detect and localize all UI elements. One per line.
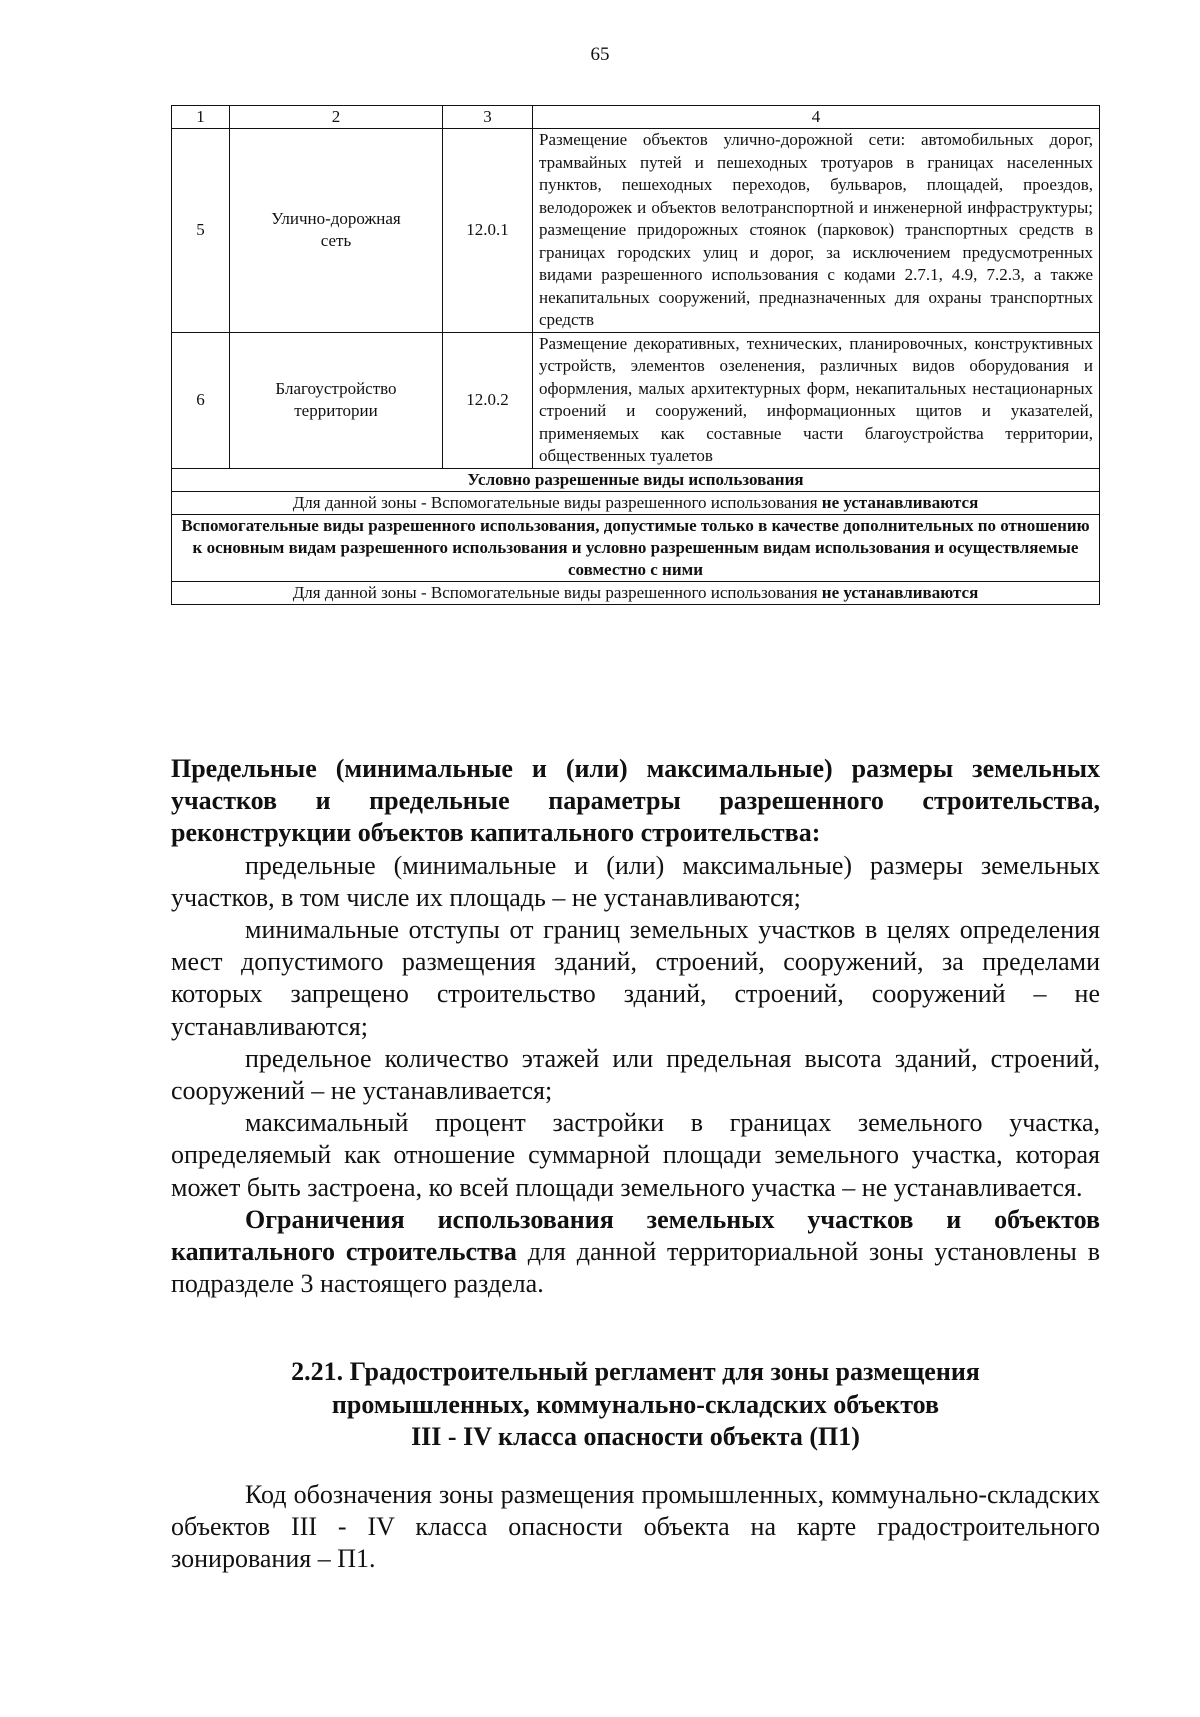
limits-heading: Предельные (минимальные и (или) максимальные) размеры земельных участков и предельные параметры разрешенного строительства, реконструкции объектов капитального строительства: [171, 754, 1100, 848]
section-heading [171, 1356, 1100, 1454]
table-header-row [172, 106, 1100, 129]
auxiliary-uses-note [172, 581, 1100, 604]
note-text-bold: не устанавливаются [821, 582, 979, 602]
column-header-4: 4 [533, 106, 1100, 129]
limits-section [171, 753, 1100, 1300]
limits-item: минимальные отступы от границ земельных участков в целях определения мест допустимого размещения зданий, строений, сооружений, за пределами которых запрещено строительство зданий, строений, сооружений – не устанавливаются; [171, 915, 1100, 1041]
row-number: 6 [172, 332, 230, 468]
auxiliary-uses-heading: Вспомогательные виды разрешенного использования, допустимые только в качестве дополнительных по отношению к основным видам разрешенного использования и условно разрешенным видам использования и осуществляемые совместно с ними [172, 514, 1100, 581]
restrictions-bold: Ограничения использования земельных участков и объектов капитального строительства [171, 1204, 1100, 1267]
conditional-uses-note [172, 491, 1100, 514]
restrictions-paragraph [171, 1204, 1100, 1301]
use-type-name [230, 332, 443, 468]
use-type-name [230, 129, 443, 333]
conditional-uses-heading-row [172, 468, 1100, 491]
note-text: Для данной зоны - Вспомогательные виды разрешенного использования [292, 582, 818, 602]
section-heading-line: 2.21. Градостроительный регламент для зоны размещения [291, 1357, 980, 1386]
use-type-code: 12.0.2 [443, 332, 533, 468]
auxiliary-uses-heading-row [172, 514, 1100, 581]
note-text: Для данной зоны - Вспомогательные виды разрешенного использования [292, 492, 818, 512]
auxiliary-uses-note-row [172, 581, 1100, 604]
section-heading-line: III - IV класса опасности объекта (П1) [411, 1422, 860, 1451]
column-header-3: 3 [443, 106, 533, 129]
conditional-uses-note-row [172, 491, 1100, 514]
land-use-table [171, 105, 1100, 605]
column-header-1: 1 [172, 106, 230, 129]
page-number: 65 [590, 44, 610, 65]
use-type-description: Размещение декоративных, технических, планировочных, конструктивных устройств, элементов озеленения, различных видов оборудования и оформления, малых архитектурных форм, некапитальных нестационарных строений и сооружений, информационных щитов и указателей, применяемых как составные части благоустройства территории, общественных туалетов [533, 332, 1100, 468]
table-row [172, 332, 1100, 468]
conditional-uses-heading: Условно разрешенные виды использования [172, 468, 1100, 491]
use-type-name-line: Улично-дорожная [271, 208, 401, 228]
zone-code-paragraph: Код обозначения зоны размещения промышленных, коммунально-складских объектов III - IV класса опасности объекта на карте градостроительного зонирования – П1. [171, 1480, 1100, 1574]
use-type-description: Размещение объектов улично-дорожной сети: автомобильных дорог, трамвайных путей и пешеходных тротуаров в границах населенных пунктов, пешеходных переходов, бульваров, площадей, проездов, велодорожек и объектов велотранспортной и инженерной инфраструктуры; размещение придорожных стоянок (парковок) транспортных средств в границах городских улиц и дорог, за исключением предусмотренных видами разрешенного использования с кодами 2.7.1, 4.9, 7.2.3, а также некапитальных сооружений, предназначенных для охраны транспортных средств [533, 129, 1100, 333]
row-number: 5 [172, 129, 230, 333]
use-type-code: 12.0.1 [443, 129, 533, 333]
table-row [172, 129, 1100, 333]
column-header-2: 2 [230, 106, 443, 129]
limits-item: максимальный процент застройки в границах земельного участка, определяемый как отношение суммарной площади земельного участка, которая может быть застроена, ко всей площади земельного участка – не устанавливается. [171, 1108, 1100, 1202]
zone-code-section [171, 1479, 1100, 1576]
use-type-name-line: Благоустройство [275, 378, 397, 398]
limits-item: предельное количество этажей или предельная высота зданий, строений, сооружений – не устанавливается; [171, 1043, 1100, 1106]
limits-item: предельные (минимальные и (или) максимальные) размеры земельных участков, в том числе их площадь – не устанавливаются; [171, 850, 1100, 912]
section-heading-line: промышленных, коммунально-складских объектов [331, 1389, 940, 1419]
use-type-name-line: сеть [320, 231, 352, 251]
use-type-name-line: территории [294, 401, 378, 420]
note-text-bold: не устанавливаются [821, 492, 979, 512]
restrictions-rest: для данной территориальной зоны установлены в подразделе 3 настоящего раздела. [171, 1237, 1100, 1299]
